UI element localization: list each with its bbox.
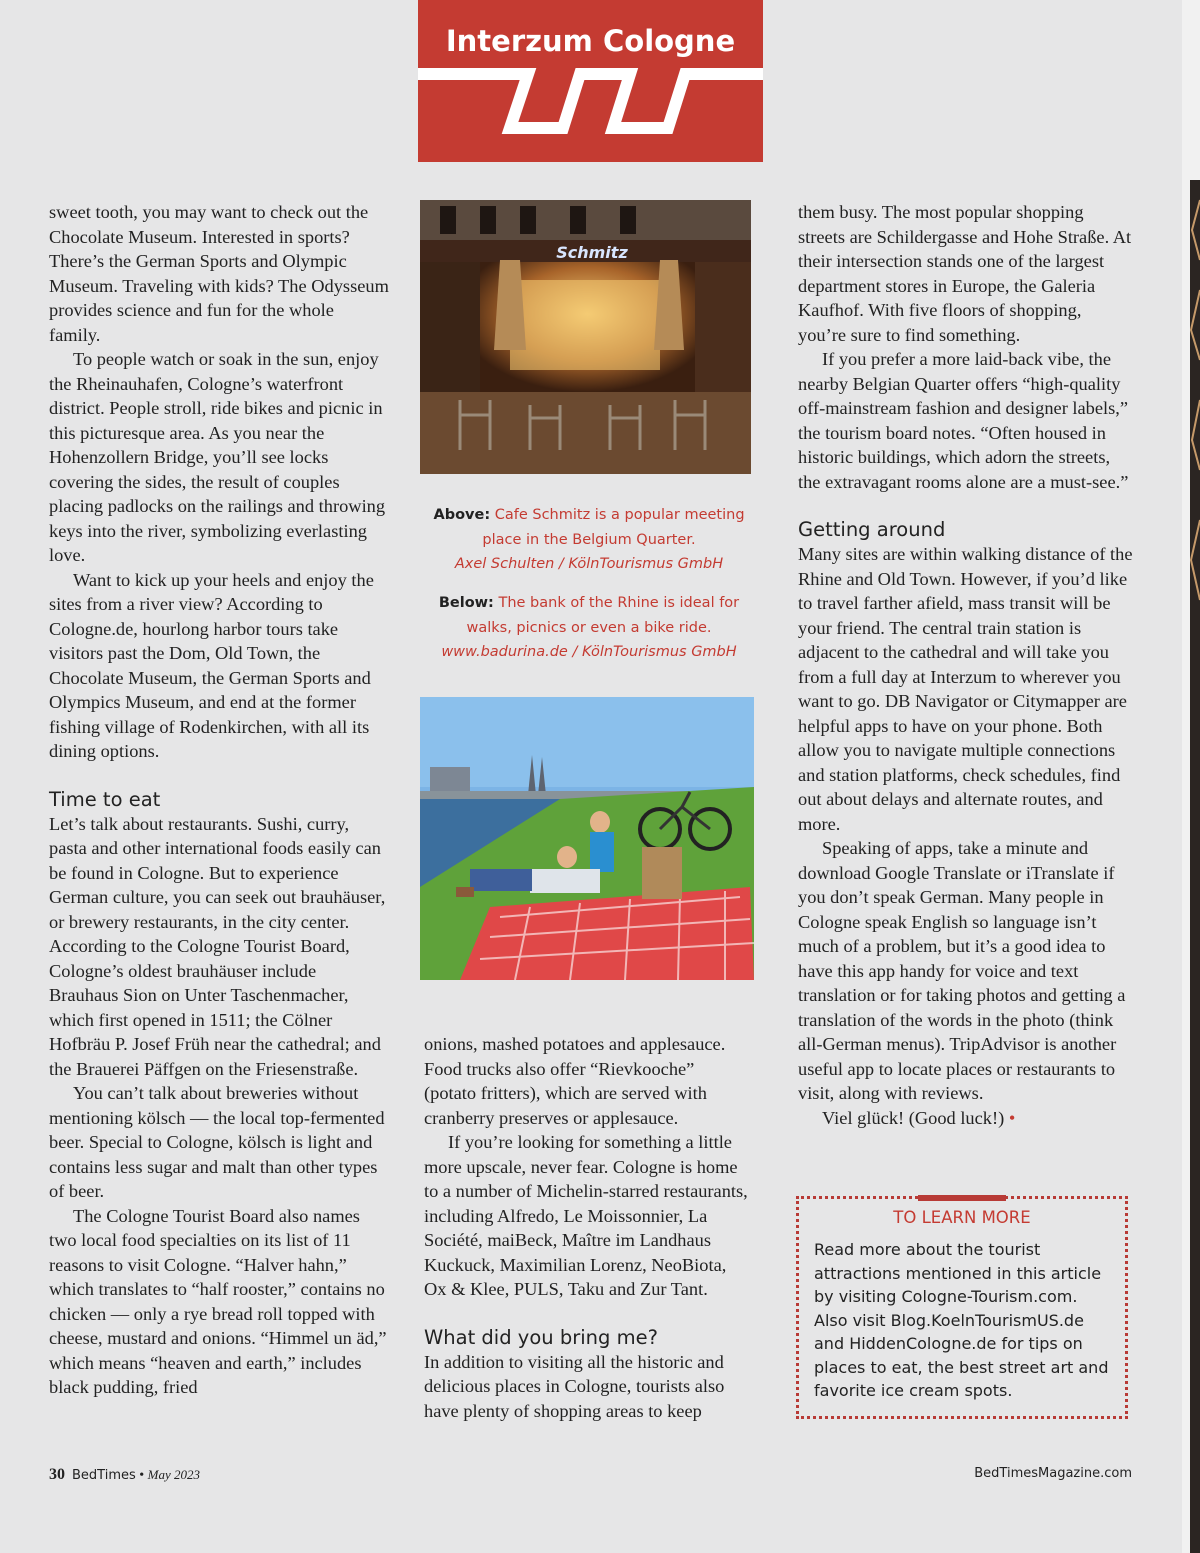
learn-more-accent-bar bbox=[918, 1195, 1006, 1201]
paragraph: Let’s talk about restaurants. Sushi, curry, pasta and other international foods easily can be found in Cologne. But to experience German culture, you can seek out brauhäuser, or brewery restaurants, in the city center. According to the Cologne Tourist Board, Cologne’s oldest brauhäuser include Brauhaus Sion on Unter Taschenmacher, which first opened in 1511; the Cölner Hofbräu P. Josef Früh near the cathedral; and the Brauerei Päffgen on the Friesenstraße. bbox=[49, 813, 386, 1079]
footer-left bbox=[49, 1466, 200, 1484]
paragraph: If you prefer a more laid-back vibe, the nearby Belgian Quarter offers “high-quality off-mainstream fashion and designer labels,” the tourism board notes. “Often housed in historic buildings, which adorn the streets, the extravagant rooms alone are a must-see.” bbox=[798, 349, 1129, 492]
paragraph: Many sites are within walking distance of the Rhine and Old Town. However, if you’d like to travel farther afield, mass transit will be your friend. The central train station is adjacent to the cathedral and will take you from a full day at Interzum to wherever you want to go. DB Navigator or Citymapper are helpful apps to have on your phone. Both allow you to navigate multiple connections and station platforms, check schedules, find out about delays and alternate routes, and more. bbox=[798, 544, 1133, 834]
photo-credit: Axel Schulten / KölnTourismus GmbH bbox=[454, 556, 724, 572]
banner-title: Interzum Cologne bbox=[445, 24, 736, 58]
magazine-name: BedTimes bbox=[72, 1468, 136, 1483]
column-middle bbox=[424, 1032, 749, 1423]
caption-above bbox=[424, 503, 754, 577]
photo-rhine-picnic bbox=[420, 697, 754, 980]
paragraph: In addition to visiting all the historic and delicious places in Cologne, tourists also have plenty of shopping areas to keep bbox=[424, 1351, 725, 1421]
caption-below bbox=[424, 591, 754, 665]
caption-text: The bank of the Rhine is ideal for walks, picnics or even a bike ride. bbox=[466, 595, 740, 636]
photo-credit: www.badurina.de / KölnTourismus GmbH bbox=[441, 644, 737, 660]
paragraph: Want to kick up your heels and enjoy the sites from a river view? According to Cologne.de, hourlong harbor tours take visitors past the Dom, Old Town, the Chocolate Museum, the German Sports and Olympics Museum, and end at the former fishing village of Rodenkirchen, with all its dining options. bbox=[49, 569, 374, 761]
paragraph: them busy. The most popular shopping streets are Schildergasse and Hohe Straße. At their intersection stands one of the largest department stores in Europe, the Galeria Kaufhof. With five floors of shopping, you’re sure to find something. bbox=[798, 202, 1132, 345]
section-heading: What did you bring me? bbox=[424, 1325, 658, 1349]
paragraph: sweet tooth, you may want to check out the Chocolate Museum. Interested in sports? There’s the German Sports and Olympic Museum. Traveling with kids? The Odysseum provides science and fun for the whole family. bbox=[49, 202, 389, 345]
page-number: 30 bbox=[49, 1466, 65, 1483]
caption-label: Below: bbox=[438, 595, 494, 611]
caption-text: Cafe Schmitz is a popular meeting place in the Belgium Quarter. bbox=[482, 507, 745, 548]
cafe-sign-text: Schmitz bbox=[556, 243, 628, 262]
decorative-edge bbox=[1182, 0, 1200, 1553]
paragraph: onions, mashed potatoes and applesauce. Food trucks also offer “Rievkooche” (potato fritters), which are served with cranberry preserves or applesauce. bbox=[424, 1034, 726, 1128]
paragraph: You can’t talk about breweries without mentioning kölsch — the local top-fermented beer. Special to Cologne, kölsch is light and contains less sugar and malt than other types of beer. bbox=[49, 1083, 385, 1201]
issue-date: May 2023 bbox=[147, 1467, 201, 1482]
footer-website[interactable]: BedTimesMagazine.com bbox=[974, 1466, 1132, 1481]
column-left bbox=[49, 200, 389, 1400]
footer-separator: • bbox=[139, 1468, 145, 1483]
closing-text: Viel glück! (Good luck!) bbox=[822, 1107, 1005, 1128]
learn-more-body: Read more about the tourist attractions mentioned in this article by visiting Cologne-Tourism.com. Also visit Blog.KoelnTourismUS.de and HiddenCologne.de for tips on places to eat, the best street art and favorite ice cream spots. bbox=[814, 1240, 1109, 1400]
learn-more-title: TO LEARN MORE bbox=[893, 1208, 1031, 1227]
paragraph: The Cologne Tourist Board also names two local food specialties on its list of 11 reasons to visit Cologne. “Halver hahn,” which translates to “half rooster,” contains no chicken — only a rye bread roll topped with cheese, mustard and onions. “Himmel un äd,” which means “heaven and earth,” includes black pudding, fried bbox=[49, 1205, 387, 1397]
column-right bbox=[798, 200, 1133, 1130]
paragraph: If you’re looking for something a little more upscale, never fear. Cologne is home to a number of Michelin-starred restaurants, including Alfredo, Le Moissonnier, La Société, maiBeck, Maître im Landhaus Kuckuck, Maximilian Lorenz, NeoBiota, Ox & Klee, PULS, Taku and Zur Tant. bbox=[424, 1132, 748, 1299]
paragraph: To people watch or soak in the sun, enjoy the Rheinauhafen, Cologne’s waterfront district. People stroll, ride bikes and picnic in this picturesque area. As you near the Hohenzollern Bridge, you’ll see locks covering the sides, the result of couples placing padlocks on the railings and throwing keys into the river, symbolizing everlasting love. bbox=[49, 349, 386, 565]
paragraph: Speaking of apps, take a minute and download Google Translate or iTranslate if you don’t speak German. Many people in Cologne speak English so language isn’t much of a problem, but it’s a good idea to have this app handy for voice and text translation or for taking photos and getting a translation of the words in the photo (think all-German menus). TripAdvisor is another useful app to locate places or restaurants to visit, along with reviews. bbox=[798, 838, 1126, 1103]
section-banner bbox=[418, 0, 763, 162]
paragraph bbox=[798, 1106, 1133, 1131]
section-heading: Getting around bbox=[798, 518, 946, 541]
caption-label: Above: bbox=[433, 507, 491, 523]
end-mark: • bbox=[1008, 1107, 1016, 1128]
photo-cafe-schmitz bbox=[420, 200, 751, 474]
cafe-scene-illustration bbox=[420, 200, 751, 474]
section-heading: Time to eat bbox=[49, 787, 161, 811]
picnic-scene-illustration bbox=[420, 697, 754, 980]
